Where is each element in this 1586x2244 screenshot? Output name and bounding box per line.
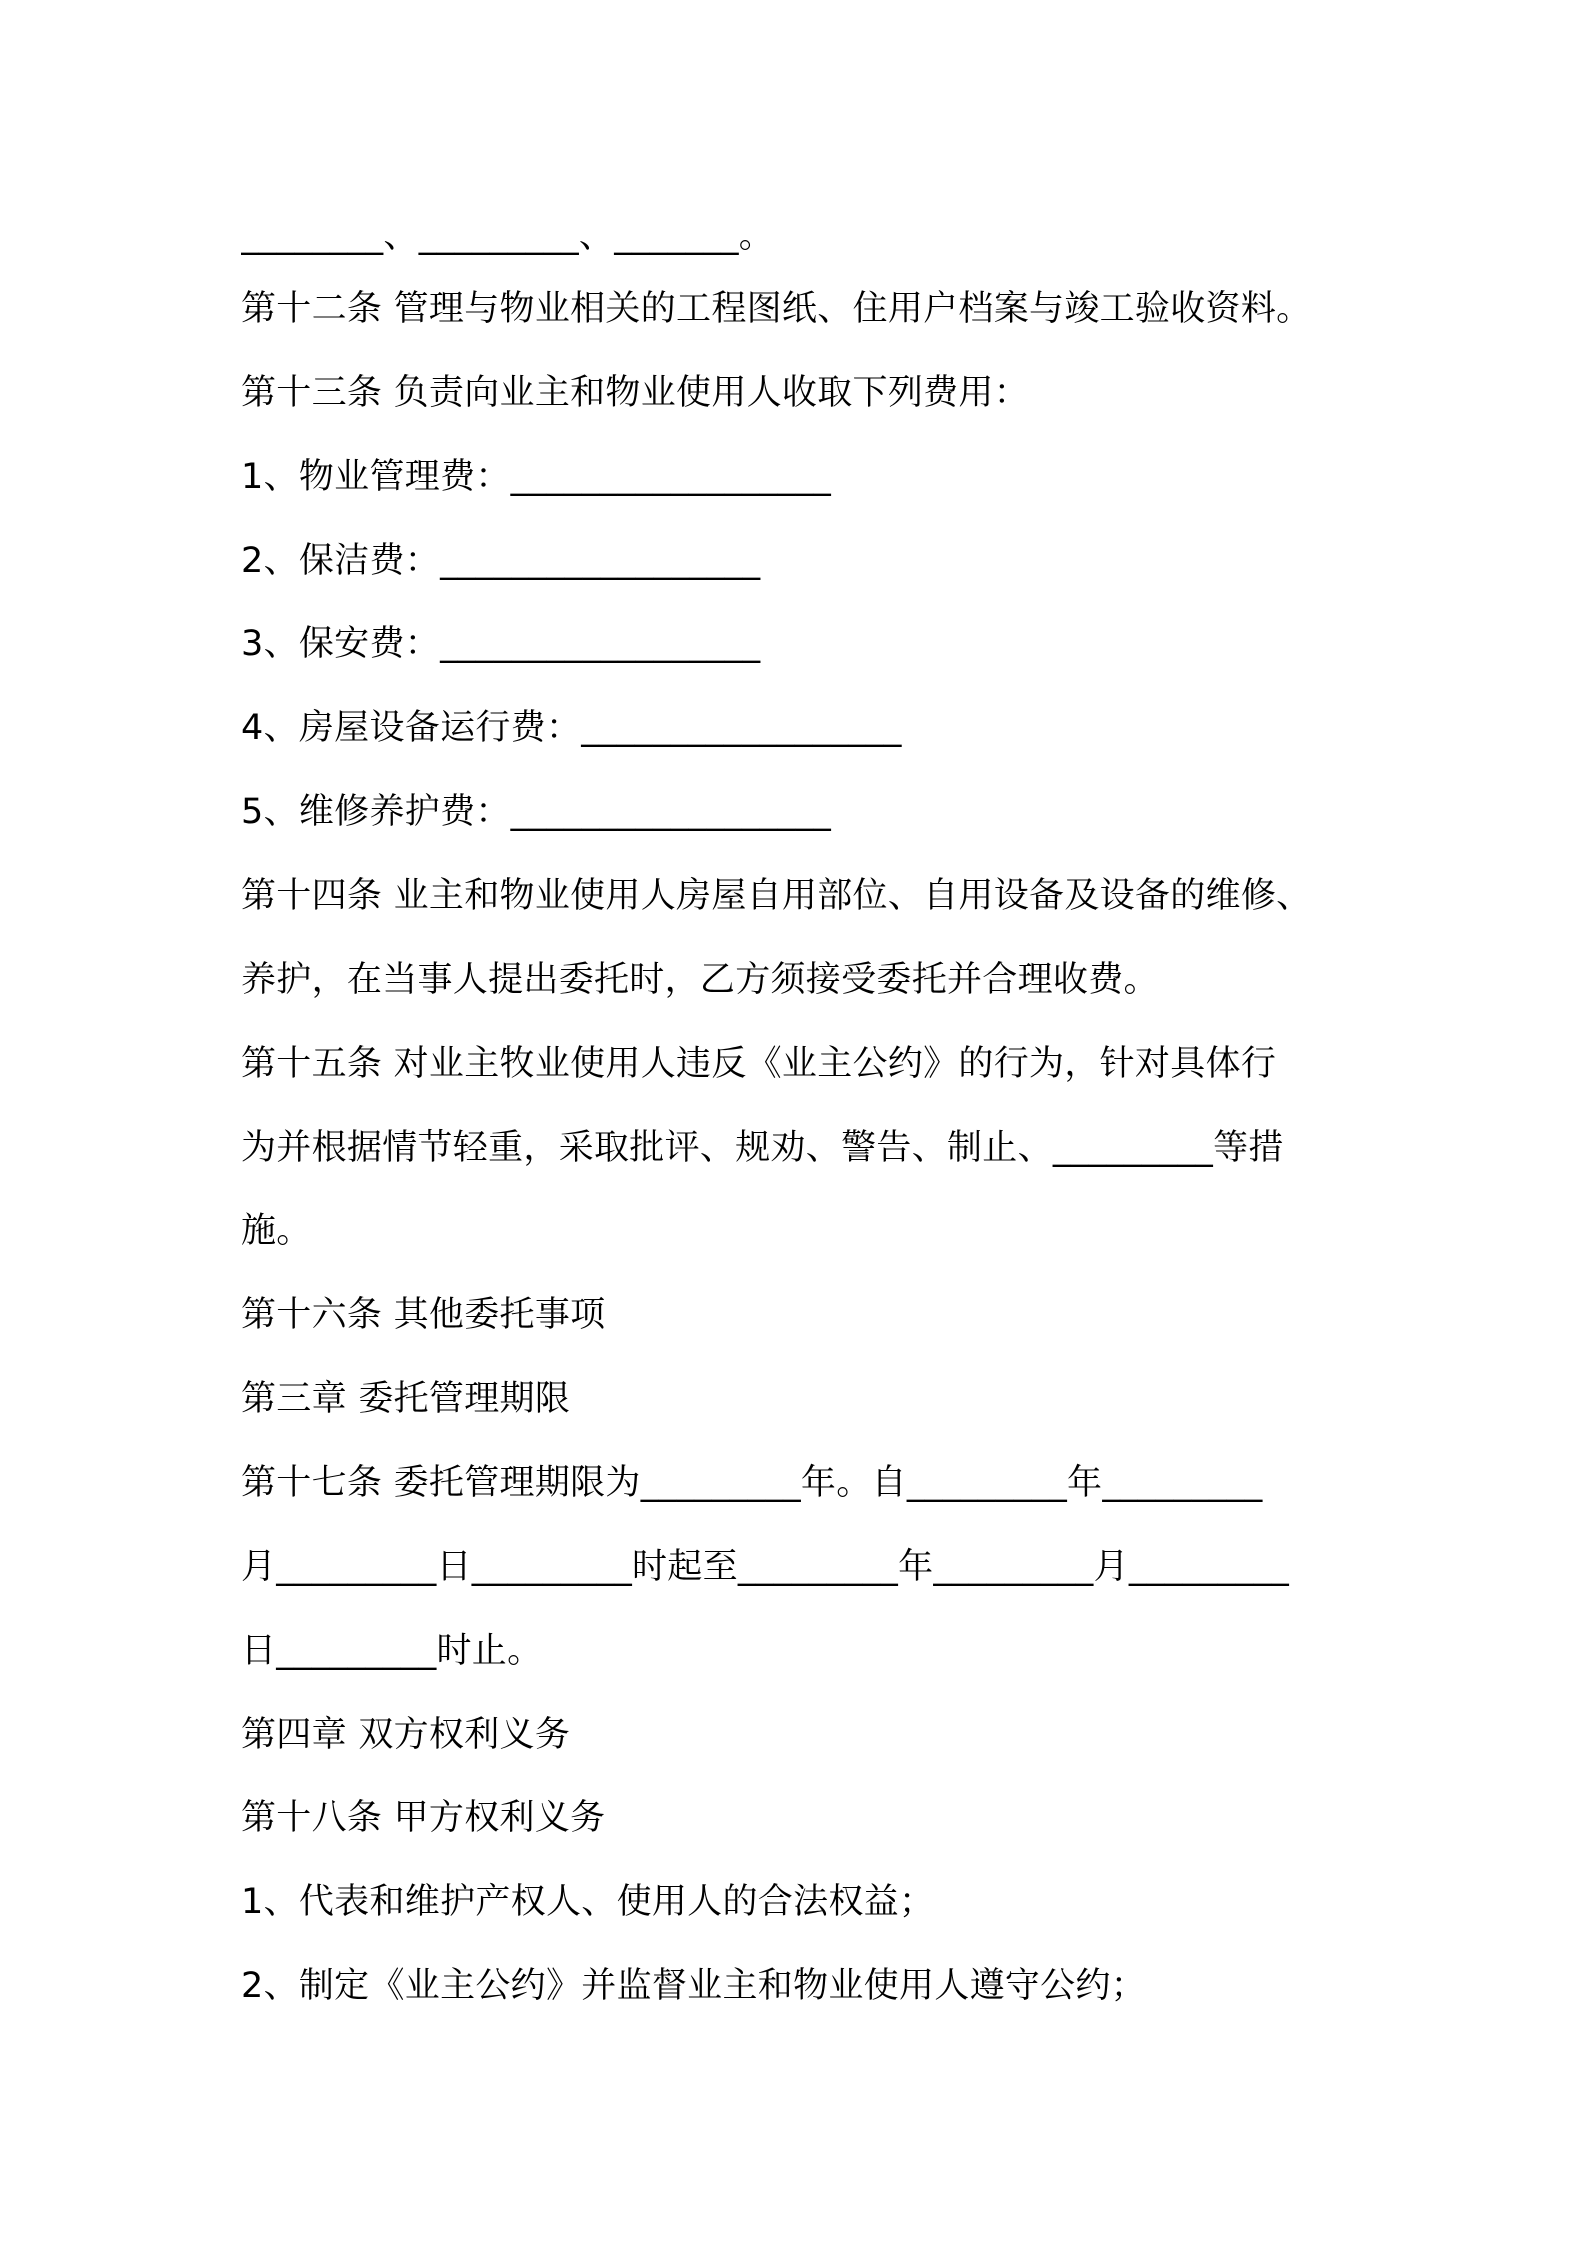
article-17-line-1: 第十七条 委托管理期限为_________年。自_________年_________ [241,1463,1263,1503]
article-15-line-1: 第十五条 对业主牧业使用人违反《业主公约》的行为，针对具体行 [241,1044,1277,1084]
text-line-blanks: ________、_________、_______。 [241,216,775,256]
chapter-3-heading: 第三章 委托管理期限 [241,1379,571,1419]
article-17-line-2: 月_________日_________时起至_________年_________月_________ [241,1547,1290,1587]
article-14-line-2: 养护，在当事人提出委托时，乙方须接受委托并合理收费。 [241,960,1159,1000]
article-14-line-1: 第十四条 业主和物业使用人房屋自用部位、自用设备及设备的维修、 [241,876,1312,916]
party-a-obligation-2: 2、制定《业主公约》并监督业主和物业使用人遵守公约； [241,1966,1147,2006]
fee-item-5: 5、维修养护费：__________________ [241,792,832,832]
article-13: 第十三条 负责向业主和物业使用人收取下列费用： [241,373,1030,413]
fee-item-3: 3、保安费：__________________ [241,624,761,664]
article-16: 第十六条 其他委托事项 [241,1295,606,1335]
article-15-line-3: 施。 [241,1211,312,1251]
fee-item-2: 2、保洁费：__________________ [241,541,761,581]
fee-item-4: 4、房屋设备运行费：__________________ [241,708,902,748]
chapter-4-heading: 第四章 双方权利义务 [241,1715,571,1755]
article-17-line-3: 日_________时止。 [241,1631,543,1671]
fee-item-1: 1、物业管理费：__________________ [241,457,832,497]
article-15-line-2: 为并根据情节轻重，采取批评、规劝、警告、制止、_________等措 [241,1128,1284,1168]
article-12: 第十二条 管理与物业相关的工程图纸、住用户档案与竣工验收资料。 [241,289,1312,329]
article-18: 第十八条 甲方权利义务 [241,1798,606,1838]
party-a-obligation-1: 1、代表和维护产权人、使用人的合法权益； [241,1882,935,1922]
